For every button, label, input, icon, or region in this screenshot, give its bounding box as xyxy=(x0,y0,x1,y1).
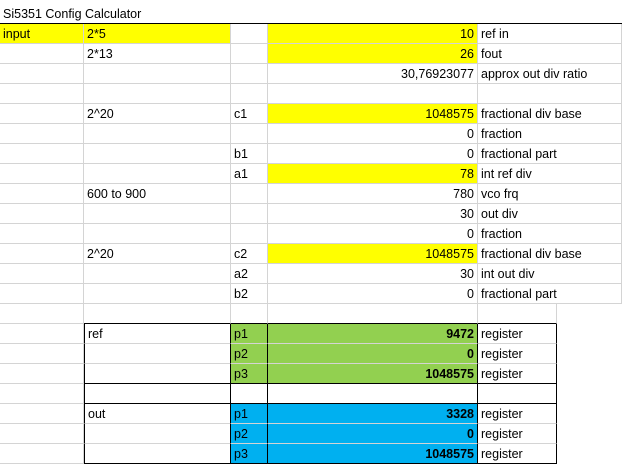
out-p1-value[interactable]: 3328 xyxy=(268,404,478,424)
cell-empty[interactable] xyxy=(0,44,84,64)
cell-empty[interactable] xyxy=(84,364,231,384)
row-c2 xyxy=(0,244,622,264)
ref-row-p1 xyxy=(0,324,622,344)
cell-c2-value[interactable]: 1048575 xyxy=(268,244,478,264)
row-empty xyxy=(0,84,622,104)
cell-c2-label[interactable]: fractional div base xyxy=(478,244,622,264)
out-p1-unit[interactable]: register xyxy=(478,404,557,424)
cell-empty[interactable] xyxy=(231,184,268,204)
out-p1-name[interactable]: p1 xyxy=(231,404,268,424)
ref-p2-name[interactable]: p2 xyxy=(231,344,268,364)
cell-empty[interactable] xyxy=(231,84,268,104)
cell-empty[interactable] xyxy=(84,384,231,404)
cell-c2-formula[interactable]: 2^20 xyxy=(84,244,231,264)
cell-empty[interactable] xyxy=(84,64,231,84)
row-fout xyxy=(0,44,622,64)
out-label[interactable]: out xyxy=(84,404,231,424)
cell-empty[interactable] xyxy=(0,204,84,224)
cell-c2-name[interactable]: c2 xyxy=(231,244,268,264)
cell-empty[interactable] xyxy=(84,204,231,224)
out-row-p2 xyxy=(0,424,622,444)
cell-input-label[interactable]: input xyxy=(0,24,84,44)
ref-p1-value[interactable]: 9472 xyxy=(268,324,478,344)
title-row xyxy=(0,4,622,24)
cell-c1-label[interactable]: fractional div base xyxy=(478,104,622,124)
cell-div-ratio-value[interactable]: 30,76923077 xyxy=(268,64,478,84)
cell-b2-value[interactable]: 0 xyxy=(268,284,478,304)
cell-fraction-2-label[interactable]: fraction xyxy=(478,224,622,244)
cell-a1-name[interactable]: a1 xyxy=(231,164,268,184)
sheet-title[interactable]: Si5351 Config Calculator xyxy=(0,4,622,24)
cell-b2-name[interactable]: b2 xyxy=(231,284,268,304)
cell-fout-formula[interactable]: 2*13 xyxy=(84,44,231,64)
ref-row-p3 xyxy=(0,364,622,384)
out-p3-name[interactable]: p3 xyxy=(231,444,268,464)
cell-empty[interactable] xyxy=(0,164,84,184)
cell-ref-in-value[interactable]: 10 xyxy=(268,24,478,44)
cell-empty[interactable] xyxy=(478,384,557,404)
cell-empty[interactable] xyxy=(231,44,268,64)
cell-empty[interactable] xyxy=(0,304,84,324)
cell-empty[interactable] xyxy=(84,424,231,444)
cell-empty[interactable] xyxy=(0,324,84,344)
cell-empty[interactable] xyxy=(84,344,231,364)
cell-ref-in-label[interactable]: ref in xyxy=(478,24,622,44)
cell-a2-label[interactable]: int out div xyxy=(478,264,622,284)
cell-empty[interactable] xyxy=(268,384,478,404)
cell-empty[interactable] xyxy=(84,164,231,184)
cell-empty[interactable] xyxy=(84,444,231,464)
cell-empty[interactable] xyxy=(84,304,231,324)
cell-out-div-label[interactable]: out div xyxy=(478,204,622,224)
cell-fraction-2-value[interactable]: 0 xyxy=(268,224,478,244)
cell-empty[interactable] xyxy=(268,304,478,324)
cell-empty[interactable] xyxy=(478,304,557,324)
cell-empty[interactable] xyxy=(0,404,84,424)
row-a2 xyxy=(0,264,622,284)
cell-fraction-1-label[interactable]: fraction xyxy=(478,124,622,144)
cell-b1-label[interactable]: fractional part xyxy=(478,144,622,164)
cell-empty[interactable] xyxy=(231,24,268,44)
cell-empty[interactable] xyxy=(84,84,231,104)
cell-b1-name[interactable]: b1 xyxy=(231,144,268,164)
cell-a2-value[interactable]: 30 xyxy=(268,264,478,284)
cell-b1-value[interactable]: 0 xyxy=(268,144,478,164)
cell-empty[interactable] xyxy=(231,384,268,404)
cell-c1-name[interactable]: c1 xyxy=(231,104,268,124)
row-out-div xyxy=(0,204,622,224)
cell-fout-label[interactable]: fout xyxy=(478,44,622,64)
out-p2-value[interactable]: 0 xyxy=(268,424,478,444)
out-p2-unit[interactable]: register xyxy=(478,424,557,444)
cell-empty[interactable] xyxy=(84,264,231,284)
row-fraction-1 xyxy=(0,124,622,144)
cell-empty[interactable] xyxy=(0,284,84,304)
cell-c1-formula[interactable]: 2^20 xyxy=(84,104,231,124)
cell-fout-value[interactable]: 26 xyxy=(268,44,478,64)
ref-p3-name[interactable]: p3 xyxy=(231,364,268,384)
cell-empty[interactable] xyxy=(0,184,84,204)
row-vco xyxy=(0,184,622,204)
out-p2-name[interactable]: p2 xyxy=(231,424,268,444)
cell-empty[interactable] xyxy=(84,124,231,144)
cell-empty[interactable] xyxy=(84,144,231,164)
cell-empty[interactable] xyxy=(0,124,84,144)
cell-empty[interactable] xyxy=(0,264,84,284)
cell-empty[interactable] xyxy=(84,224,231,244)
cell-empty[interactable] xyxy=(0,344,84,364)
cell-empty[interactable] xyxy=(0,224,84,244)
cell-div-ratio-label[interactable]: approx out div ratio xyxy=(478,64,622,84)
row-b1 xyxy=(0,144,622,164)
cell-empty[interactable] xyxy=(0,424,84,444)
row-b2 xyxy=(0,284,622,304)
cell-empty[interactable] xyxy=(0,384,84,404)
cell-b2-label[interactable]: fractional part xyxy=(478,284,622,304)
out-row-p3 xyxy=(0,444,622,464)
cell-empty[interactable] xyxy=(0,444,84,464)
ref-p1-name[interactable]: p1 xyxy=(231,324,268,344)
cell-empty[interactable] xyxy=(0,244,84,264)
row-ref-in xyxy=(0,24,622,44)
cell-empty[interactable] xyxy=(84,284,231,304)
cell-vco-value[interactable]: 780 xyxy=(268,184,478,204)
ref-p2-value[interactable]: 0 xyxy=(268,344,478,364)
row-empty xyxy=(0,304,622,324)
cell-empty[interactable] xyxy=(231,204,268,224)
cell-a1-value[interactable]: 78 xyxy=(268,164,478,184)
cell-empty[interactable] xyxy=(231,224,268,244)
cell-empty[interactable] xyxy=(231,124,268,144)
row-a1 xyxy=(0,164,622,184)
ref-row-p2 xyxy=(0,344,622,364)
cell-fraction-1-value[interactable]: 0 xyxy=(268,124,478,144)
cell-empty[interactable] xyxy=(231,304,268,324)
cell-a1-label[interactable]: int ref div xyxy=(478,164,622,184)
ref-p1-unit[interactable]: register xyxy=(478,324,557,344)
row-c1 xyxy=(0,104,622,124)
cell-a2-name[interactable]: a2 xyxy=(231,264,268,284)
ref-label[interactable]: ref xyxy=(84,324,231,344)
cell-empty[interactable] xyxy=(0,144,84,164)
out-p3-value[interactable]: 1048575 xyxy=(268,444,478,464)
out-row-p1 xyxy=(0,404,622,424)
row-fraction-2 xyxy=(0,224,622,244)
cell-empty[interactable] xyxy=(268,84,478,104)
cell-vco-label[interactable]: vco frq xyxy=(478,184,622,204)
cell-empty[interactable] xyxy=(478,84,622,104)
cell-empty[interactable] xyxy=(231,64,268,84)
cell-ref-formula[interactable]: 2*5 xyxy=(84,24,231,44)
cell-c1-value[interactable]: 1048575 xyxy=(268,104,478,124)
cell-empty[interactable] xyxy=(0,64,84,84)
row-div-ratio xyxy=(0,64,622,84)
out-p3-unit[interactable]: register xyxy=(478,444,557,464)
ref-p2-unit[interactable]: register xyxy=(478,344,557,364)
cell-out-div-value[interactable]: 30 xyxy=(268,204,478,224)
cell-empty[interactable] xyxy=(0,364,84,384)
cell-empty[interactable] xyxy=(0,104,84,124)
cell-vco-range[interactable]: 600 to 900 xyxy=(84,184,231,204)
ref-p3-value[interactable]: 1048575 xyxy=(268,364,478,384)
ref-p3-unit[interactable]: register xyxy=(478,364,557,384)
row-empty xyxy=(0,384,622,404)
cell-empty[interactable] xyxy=(0,84,84,104)
